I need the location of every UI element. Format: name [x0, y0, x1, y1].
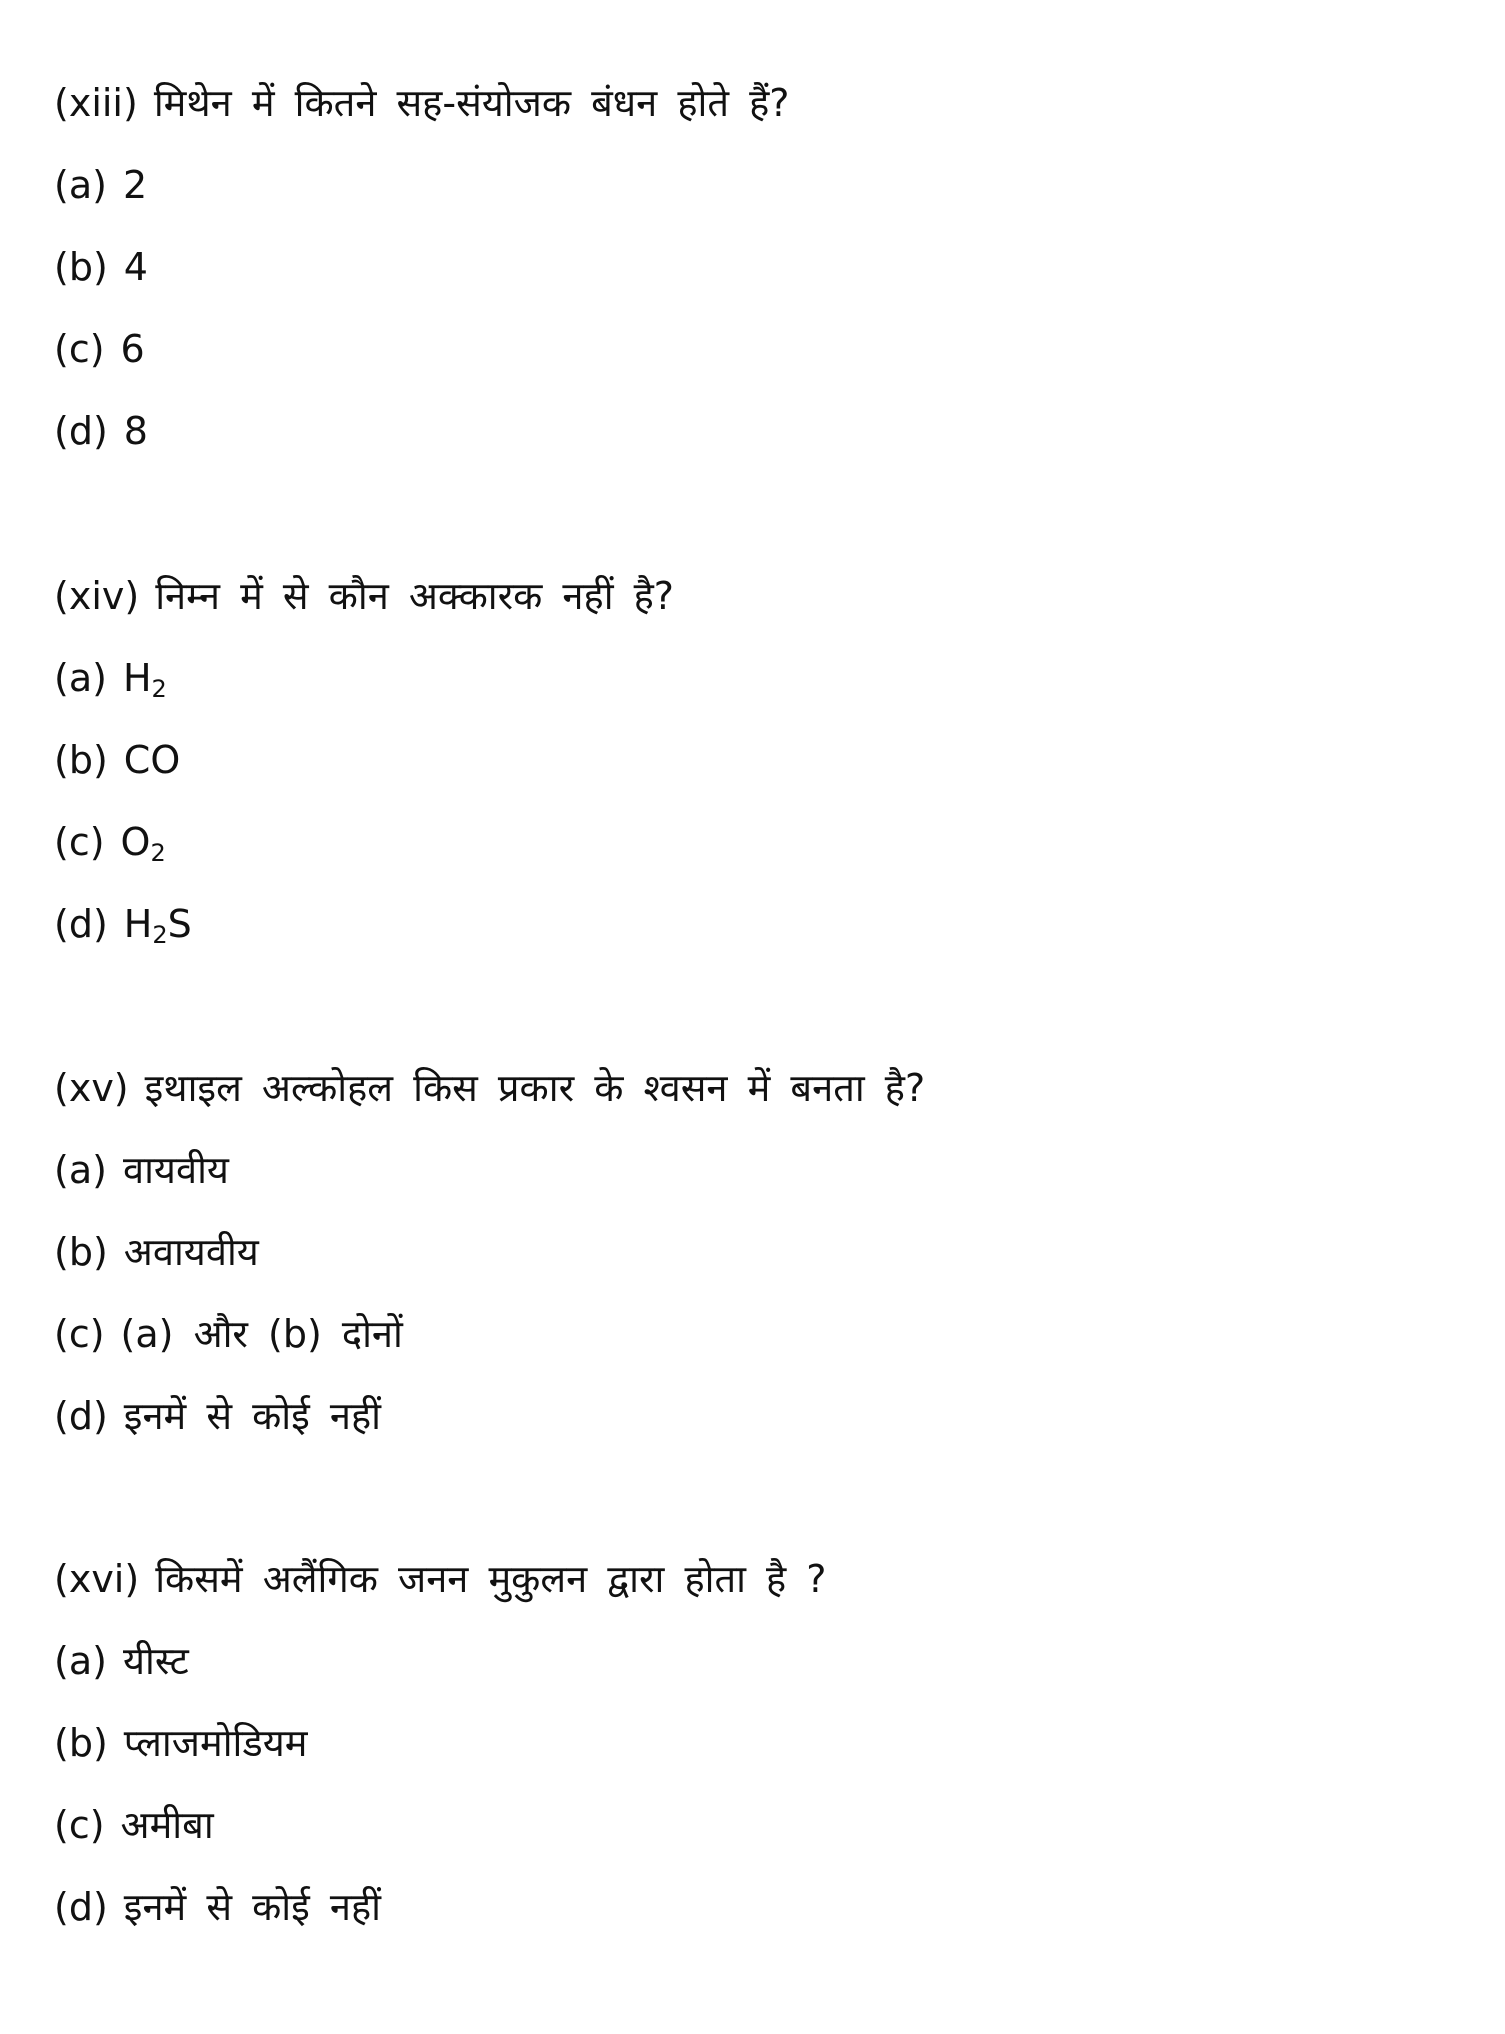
option-text: 6 — [120, 327, 145, 371]
question-line — [54, 555, 1454, 637]
option-text: अवायवीय — [123, 1230, 259, 1274]
option-b — [54, 719, 1454, 801]
option-label: (c) — [54, 327, 105, 371]
option-text: 2 — [122, 163, 148, 207]
option-text: वायवीय — [122, 1148, 229, 1192]
option-text: CO — [123, 738, 181, 782]
formula-base: H — [122, 656, 152, 700]
formula-tail: S — [167, 902, 192, 946]
question-xvi — [54, 1538, 1454, 1948]
formula-subscript: 2 — [150, 839, 166, 867]
option-label: (a) — [54, 1639, 107, 1683]
option-a — [54, 1620, 1454, 1702]
option-c — [54, 1784, 1454, 1866]
question-line — [54, 62, 1454, 144]
question-text: किसमें अलैंगिक जनन मुकुलन द्वारा होता है ? — [155, 1557, 827, 1601]
option-label: (d) — [54, 1885, 108, 1929]
formula-base: O — [120, 820, 151, 864]
option-b — [54, 1702, 1454, 1784]
option-text: यीस्ट — [122, 1639, 189, 1683]
formula-subscript: 2 — [151, 675, 167, 703]
option-label: (b) — [54, 1230, 108, 1274]
question-text: निम्न में से कौन अक्कारक नहीं है? — [155, 574, 674, 618]
option-d — [54, 390, 1454, 472]
option-text: 8 — [123, 409, 148, 453]
option-label: (b) — [54, 738, 108, 782]
question-xv — [54, 1047, 1454, 1457]
option-c — [54, 801, 1454, 883]
question-number: (xiii) — [54, 81, 138, 125]
option-c — [54, 308, 1454, 390]
option-label: (c) — [54, 1803, 105, 1847]
option-label: (b) — [54, 1721, 108, 1765]
option-text: इनमें से कोई नहीं — [123, 1885, 381, 1929]
option-c — [54, 1293, 1454, 1375]
option-d — [54, 1866, 1454, 1948]
option-label: (d) — [54, 1394, 108, 1438]
option-d — [54, 883, 1454, 965]
question-xiii — [54, 62, 1454, 472]
option-text: 4 — [123, 245, 148, 289]
option-b — [54, 1211, 1454, 1293]
option-d — [54, 1375, 1454, 1457]
option-a — [54, 637, 1454, 719]
question-number: (xiv) — [54, 574, 140, 618]
question-text: इथाइल अल्कोहल किस प्रकार के श्वसन में बनता है? — [144, 1066, 926, 1110]
option-label: (d) — [54, 902, 108, 946]
question-line — [54, 1047, 1454, 1129]
option-label: (c) — [54, 1312, 105, 1356]
option-label: (d) — [54, 409, 108, 453]
formula-subscript: 2 — [152, 921, 168, 949]
formula-base: H — [123, 902, 153, 946]
option-a — [54, 144, 1454, 226]
option-label: (c) — [54, 820, 105, 864]
option-label: (a) — [54, 163, 107, 207]
option-label: (a) — [54, 1148, 107, 1192]
option-label: (a) — [54, 656, 107, 700]
option-text: इनमें से कोई नहीं — [123, 1394, 381, 1438]
option-text: (a) और (b) दोनों — [120, 1312, 403, 1356]
question-line — [54, 1538, 1454, 1620]
question-xiv — [54, 555, 1454, 965]
option-a — [54, 1129, 1454, 1211]
option-text: अमीबा — [120, 1803, 214, 1847]
option-text: प्लाजमोडियम — [123, 1721, 308, 1765]
question-text: मिथेन में कितने सह-संयोजक बंधन होते हैं? — [153, 81, 790, 125]
option-b — [54, 226, 1454, 308]
question-number: (xv) — [54, 1066, 129, 1110]
option-label: (b) — [54, 245, 108, 289]
question-number: (xvi) — [54, 1557, 140, 1601]
